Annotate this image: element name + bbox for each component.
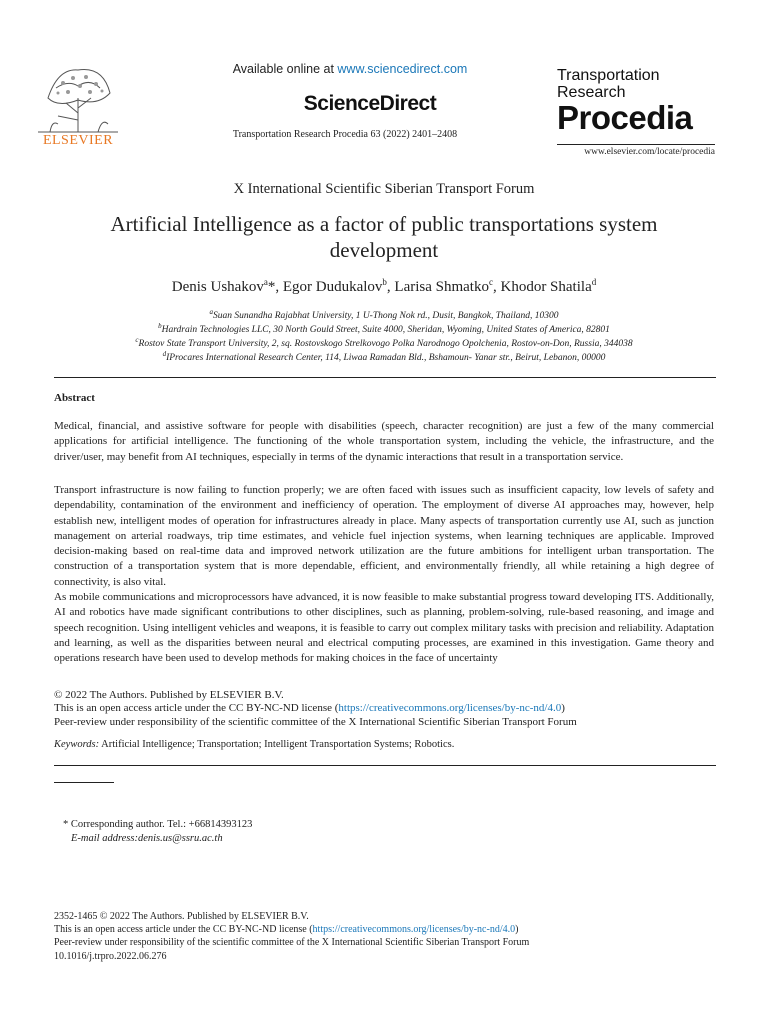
footnote-rule bbox=[54, 782, 114, 783]
footer-issn: 2352-1465 © 2022 The Authors. Published by ELSEVIER B.V. bbox=[54, 911, 309, 922]
journal-url[interactable]: www.elsevier.com/locate/procedia bbox=[584, 147, 715, 157]
footer-license-prefix: This is an open access article under the CC BY-NC-ND license ( bbox=[54, 924, 313, 936]
author-name: Denis Ushakov bbox=[171, 279, 264, 295]
sciencedirect-link[interactable]: www.sciencedirect.com bbox=[337, 62, 468, 76]
affiliation-text: Rostov State Transport University, 2, sq. Rostovskogo Strelkovogo Polka Narodnogo Opolchenia, Rostov-on-Don, Russia, 344038 bbox=[138, 339, 633, 350]
license-suffix: ) bbox=[561, 702, 565, 714]
license-line bbox=[54, 701, 714, 715]
footer-license bbox=[54, 923, 714, 936]
footer-license-link[interactable]: https://creativecommons.org/licenses/by-nc-nd/4.0 bbox=[312, 924, 516, 936]
affiliation bbox=[60, 308, 708, 321]
author-affil-mark: c bbox=[488, 277, 493, 287]
footer-doi: 10.1016/j.trpro.2022.06.276 bbox=[54, 950, 167, 962]
footer-peer-review: Peer-review under responsibility of the scientific committee of the X International Scientific Siberian Transport Forum bbox=[54, 937, 530, 949]
affiliation-text: Suan Sunandha Rajabhat University, 1 U-Thong Nok rd., Dusit, Bangkok, Thailand, 10300 bbox=[212, 311, 559, 322]
journal-logo bbox=[557, 67, 717, 135]
keywords-line bbox=[54, 739, 714, 750]
affiliation-mark: b bbox=[158, 322, 162, 330]
author-name: Larisa Shmatko bbox=[394, 279, 489, 295]
author-affil-mark: b bbox=[382, 277, 387, 287]
affiliation bbox=[60, 350, 708, 363]
forum-name: X International Scientific Siberian Transport Forum bbox=[233, 181, 535, 197]
author-affil-mark: a bbox=[263, 277, 268, 287]
author-name: Khodor Shatila bbox=[500, 279, 592, 295]
corresponding-star: * bbox=[267, 279, 276, 295]
abstract-paragraph: Transport infrastructure is now failing to function properly; we are often faced with issues such as insufficient capacity, low levels of safety and dependability, contamination of the environment and inefficiency of operation. The employment of diverse AI approaches may, however, help establish new, intelligent modes of operation for infrastructures already in place. Many aspects of transportation currently use AI, such as junction management on arterial roadways, trip time estimates, and vehicle fuel injection systems, when learning techniques are applicable. Improved decision-making based on real-time data and improved network utilization are the future ambitions for intelligent urban transportation. The construction of a transportation system that is more dependable, efficient, and environmentally friendly, all while retaining a high degree of connectivity, is also vital. bbox=[54, 484, 714, 588]
abstract-paragraph: As mobile communications and microprocessors have advanced, it is now feasible to make substantial progress toward developing ITS. Additionally, AI and robotics have made significant contributions to other disciplines, such as planning, problem-solving, rule-based reasoning, and image and speech recognition. Using intelligent vehicles and weapons, it is feasible to carry out complex military tasks with precision and reliability. Adaptation and learning, as well as the disparities between neural and electrical computing processes, are examined in this investigation. Game theory and operations research have been used to develop methods for making choices in the face of uncertainty bbox=[54, 591, 714, 665]
abstract-heading: Abstract bbox=[54, 392, 95, 404]
affiliation-mark: c bbox=[135, 336, 139, 344]
affiliation-mark: a bbox=[209, 308, 213, 316]
license-link[interactable]: https://creativecommons.org/licenses/by-nc-nd/4.0 bbox=[338, 702, 562, 714]
author-list: Denis Ushakov$^a$*, Egor Dudukalov$^b$, Larisa Shmatko$^c$, Khodor Shatila$^d$ bbox=[171, 277, 597, 295]
footer-license-suffix: ) bbox=[515, 924, 519, 936]
available-online-line bbox=[200, 62, 500, 76]
author-affil-mark: d bbox=[591, 277, 597, 287]
affiliation-text: IProcares International Research Center, 114, Liwaa Ramadan Bld., Bshamoun- Yanar str., Beirut, Lebanon, 00000 bbox=[166, 353, 606, 364]
corresponding-author bbox=[63, 818, 252, 846]
corresponding-email: E-mail address:denis.us@ssru.ac.th bbox=[71, 833, 223, 844]
author-name: Egor Dudukalov bbox=[282, 279, 383, 295]
journal-logo-rule bbox=[557, 144, 715, 145]
elsevier-wordmark: ELSEVIER bbox=[42, 133, 114, 148]
sciencedirect-logo: ScienceDirect bbox=[303, 92, 437, 115]
license-prefix: This is an open access article under the CC BY-NC-ND license ( bbox=[54, 702, 339, 714]
keywords-text: Artificial Intelligence; Transportation; Intelligent Transportation Systems; Robotics. bbox=[99, 739, 455, 750]
affiliation bbox=[60, 336, 708, 349]
journal-logo-line1: Transportation bbox=[557, 67, 660, 84]
available-prefix: Available online at bbox=[232, 62, 338, 76]
keywords-label: Keywords: bbox=[54, 739, 100, 750]
journal-logo-line3: Procedia bbox=[557, 99, 693, 136]
corresponding-tel: * Corresponding author. Tel.: +66814393123 bbox=[63, 819, 253, 830]
journal-reference: Transportation Research Procedia 63 (2022) 2401–2408 bbox=[232, 129, 458, 140]
affiliation-text: Hardrain Technologies LLC, 30 North Gould Street, Suite 4000, Sheridan, Wyoming, United States of America, 82801 bbox=[161, 325, 610, 336]
section-rule bbox=[54, 765, 716, 766]
peer-review-line: Peer-review under responsibility of the scientific committee of the X International Scientific Siberian Transport Forum bbox=[54, 716, 577, 728]
copyright-line: © 2022 The Authors. Published by ELSEVIER B.V. bbox=[54, 689, 284, 701]
affiliation-mark: d bbox=[162, 350, 167, 358]
journal-logo-line2: Research bbox=[557, 84, 626, 101]
section-rule bbox=[54, 377, 716, 378]
abstract-paragraph: Medical, financial, and assistive software for people with disabilities (speech, character recognition) are just a few of the many commercial applications for artificial intelligence. The functioning of the whole transportation system, including the vehicle, the infrastructure, and the driver/user, may benefit from AI techniques, especially in terms of the dynamic interactions that result in a transportation service. bbox=[54, 420, 714, 463]
footer-block bbox=[54, 910, 714, 963]
article-title: Artificial Intelligence as a factor of public transportations system development bbox=[110, 212, 658, 262]
affiliation bbox=[60, 322, 708, 335]
